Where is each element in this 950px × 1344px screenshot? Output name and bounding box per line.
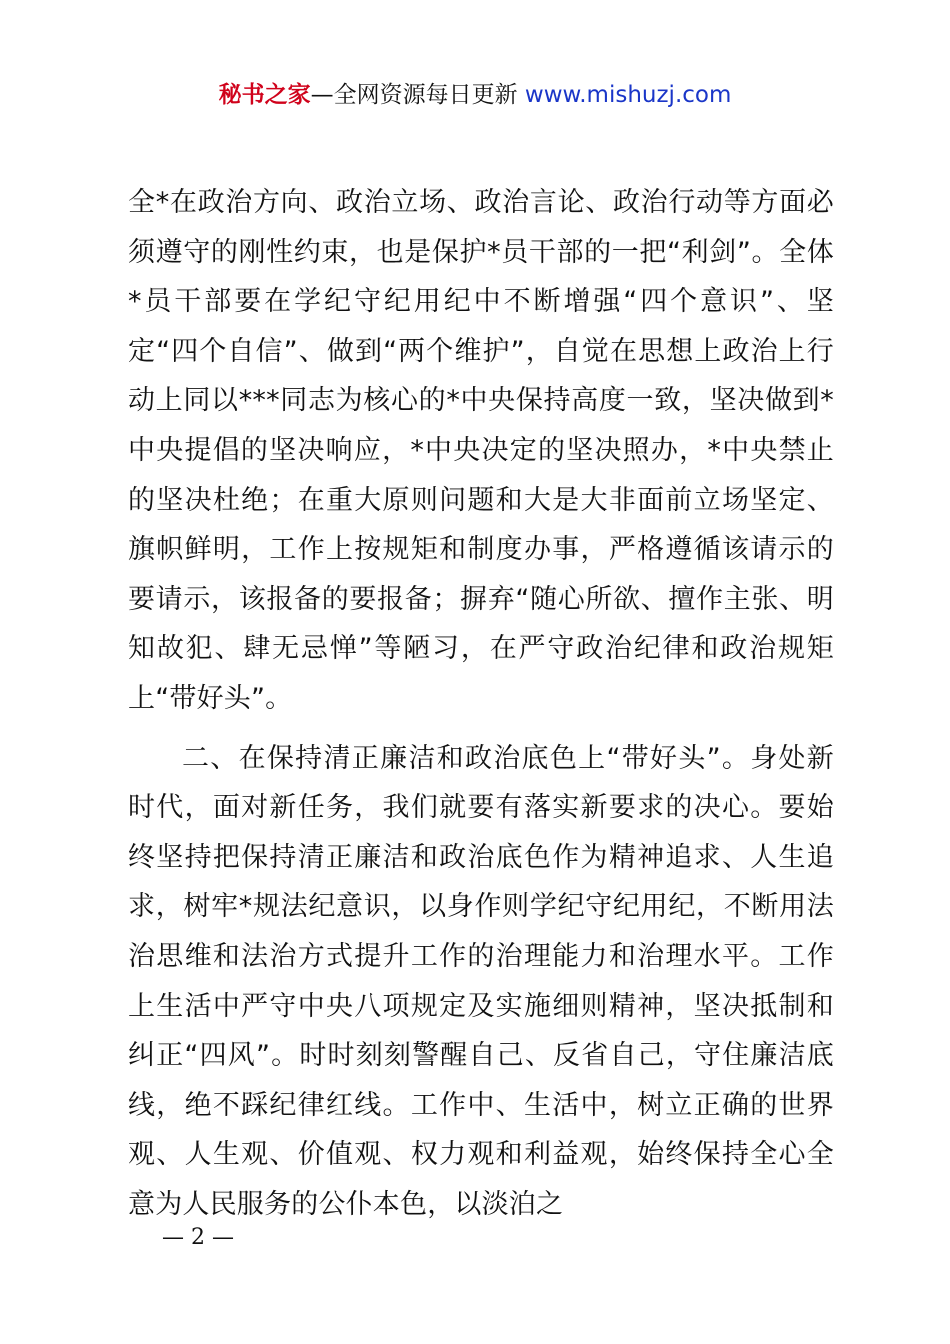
header-tagline: —全网资源每日更新 — [310, 82, 518, 108]
brand-name: 秘书之家 — [218, 82, 311, 108]
paragraph-continued: 全*在政治方向、政治立场、政治言论、政治行动等方面必须遵守的刚性约束，也是保护*员干部的一把“利剑”。全体*员干部要在学纪守纪用纪中不断增强“四个意识”、坚定“四个自信”、做到“两个维护”，自觉在思想上政治上行动上同以***同志为核心的*中央保持高度一致，坚决做到*中央提倡的坚决响应，*中央决定的坚决照办，*中央禁止的坚决杜绝；在重大原则问题和大是大非面前立场坚定、旗帜鲜明，工作上按规矩和制度办事，严格遵循该请示的要请示，该报备的要报备；摒弃“随心所欲、擅作主张、明知故犯、肆无忌惮”等陋习，在严守政治纪律和政治规矩上“带好头”。 — [128, 187, 834, 714]
document-body — [128, 178, 834, 1229]
page-number: — 2 — — [162, 1225, 234, 1250]
site-header — [0, 78, 950, 112]
paragraph-section-two: 二、在保持清正廉洁和政治底色上“带好头”。身处新时代，面对新任务，我们就要有落实新要求的决心。要始终坚持把保持清正廉洁和政治底色作为精神追求、人生追求，树牢*规法纪意识，以身作则学纪守纪用纪，不断用法治思维和法治方式提升工作的治理能力和治理水平。工作上生活中严守中央八项规定及实施细则精神，坚决抵制和纠正“四风”。时时刻刻警醒自己、反省自己，守住廉洁底线，绝不踩纪律红线。工作中、生活中，树立正确的世界观、人生观、价值观、权力观和利益观，始终保持全心全意为人民服务的公仆本色，以淡泊之 — [128, 742, 834, 1220]
site-url-link[interactable]: www.mishuzj.com — [524, 82, 732, 108]
